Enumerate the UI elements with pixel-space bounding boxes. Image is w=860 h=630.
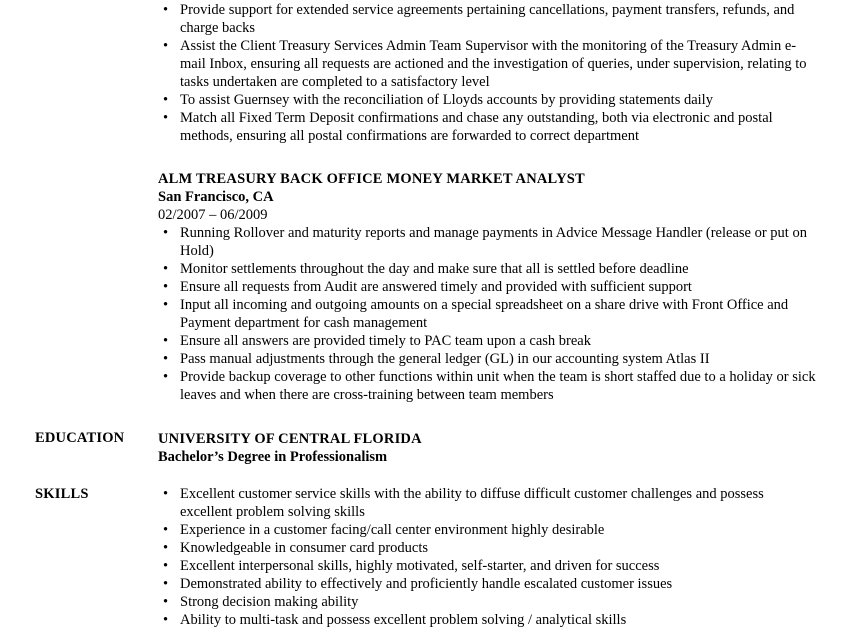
list-item: • Excellent interpersonal skills, highly motivated, self-starter, and driven for success [158, 557, 818, 575]
list-item: • Pass manual adjustments through the general ledger (GL) in our accounting system Atlas II [158, 350, 818, 368]
list-item: • Demonstrated ability to effectively and proficiently handle escalated customer issues [158, 575, 818, 593]
skills-bullet-list [158, 485, 818, 629]
skills-entry [158, 485, 818, 629]
list-item: • Assist the Client Treasury Services Admin Team Supervisor with the monitoring of the Treasury Admin e-mail Inbox, ensuring all requests are actioned and the investigation of queries, under supervision, relating to tasks undertaken are completed to a satisfactory level [158, 37, 818, 91]
education-entry [158, 430, 818, 466]
list-item: • Ability to multi-task and possess excellent problem solving / analytical skills [158, 611, 818, 629]
skills-section-label: SKILLS [35, 486, 89, 502]
list-item: • Excellent customer service skills with the ability to diffuse difficult customer challenges and possess excellent problem solving skills [158, 485, 818, 521]
list-item: • Input all incoming and outgoing amounts on a special spreadsheet on a share drive with Front Office and Payment department for cash management [158, 296, 818, 332]
job-location: San Francisco, CA [158, 189, 274, 205]
degree: Bachelor’s Degree in Professionalism [158, 449, 388, 465]
list-item: • Ensure all requests from Audit are answered timely and provided with sufficient support [158, 278, 818, 296]
list-item: • Provide backup coverage to other functions within unit when the team is short staffed due to a holiday or sick leaves and when there are cross-training between team members [158, 368, 818, 404]
job-dates: 02/2007 – 06/2009 [158, 207, 268, 223]
list-item: • Monitor settlements throughout the day and make sure that all is settled before deadline [158, 260, 818, 278]
job-entry [158, 170, 818, 404]
list-item: • Match all Fixed Term Deposit confirmations and chase any outstanding, both via electronic and postal methods, ensuring all postal confirmations are forwarded to correct department [158, 109, 818, 145]
previous-job-duties [158, 1, 818, 145]
list-item: • To assist Guernsey with the reconciliation of Lloyds accounts by providing statements daily [158, 91, 818, 109]
school-name: UNIVERSITY OF CENTRAL FLORIDA [158, 431, 422, 447]
list-item: • Knowledgeable in consumer card products [158, 539, 818, 557]
previous-job-bullet-list [158, 1, 818, 145]
list-item: • Provide support for extended service agreements pertaining cancellations, payment transfers, refunds, and charge backs [158, 1, 818, 37]
list-item: • Experience in a customer facing/call center environment highly desirable [158, 521, 818, 539]
education-section-label: EDUCATION [35, 430, 125, 446]
list-item: • Strong decision making ability [158, 593, 818, 611]
job-bullet-list [158, 224, 818, 404]
list-item: • Ensure all answers are provided timely to PAC team upon a cash break [158, 332, 818, 350]
job-title: ALM TREASURY BACK OFFICE MONEY MARKET ANALYST [158, 171, 585, 187]
list-item: • Running Rollover and maturity reports and manage payments in Advice Message Handler (release or put on Hold) [158, 224, 818, 260]
